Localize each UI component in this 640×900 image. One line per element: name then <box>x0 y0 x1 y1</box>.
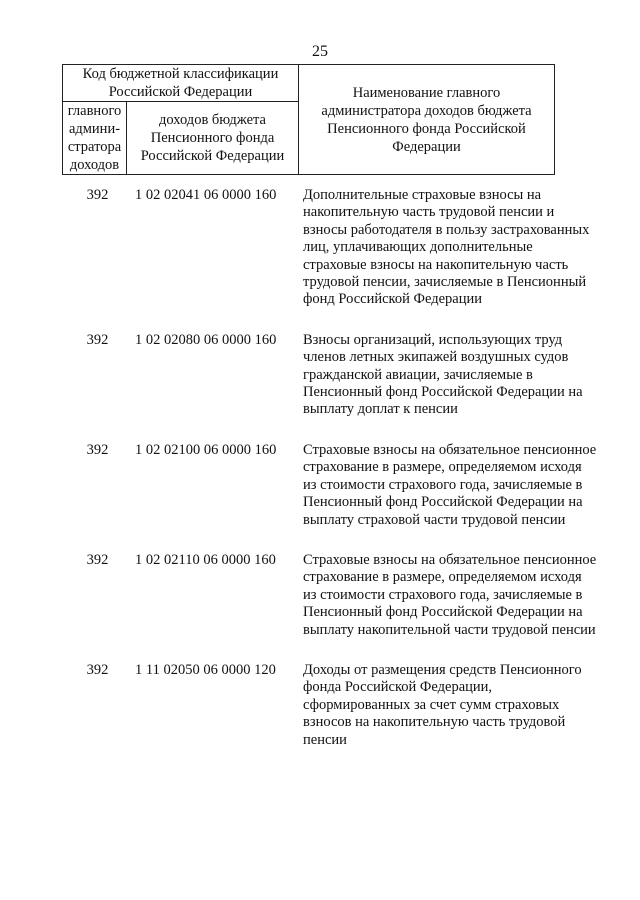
row-revenue-code: 1 02 02080 06 0000 160 <box>135 331 277 348</box>
row-admin-code: 392 <box>86 187 109 203</box>
revenue-rows <box>0 187 640 749</box>
row-revenue-code: 1 02 02110 06 0000 160 <box>135 551 276 568</box>
table-row <box>0 442 640 529</box>
table-row <box>0 552 640 639</box>
row-revenue-code: 1 02 02041 06 0000 160 <box>135 187 277 203</box>
page-number: 25 <box>312 43 328 60</box>
row-revenue-name: Страховые взносы на обязательное пенсионное страхование в размере, определяемом исходя из стоимости страхового года, зачисляемые в Пенсионный фонд Российской Федерации на выплату страховой части трудовой пенсии <box>303 441 597 528</box>
header-fund-revenue: доходов бюджета Пенсионного фонда Российской Федерации <box>127 102 299 175</box>
row-revenue-name: Взносы организаций, использующих труд членов летных экипажей воздушных судов гражданской авиации, зачисляемые в Пенсионный фонд Российской Федерации на выплату доплат к пенсии <box>303 331 583 418</box>
row-revenue-code: 1 11 02050 06 0000 120 <box>135 661 276 678</box>
row-admin-code: 392 <box>86 661 109 678</box>
row-admin-code: 392 <box>86 441 109 458</box>
row-revenue-name: Доходы от размещения средств Пенсионного фонда Российской Федерации, сформированных за счет сумм страховых взносов на накопительную часть трудовой пенсии <box>303 661 582 748</box>
header-administrator-name: Наименование главного администратора доходов бюджета Пенсионного фонда Российской Федерации <box>299 65 555 175</box>
classification-header-table <box>62 64 555 175</box>
table-row <box>0 662 640 749</box>
row-admin-code: 392 <box>86 331 109 348</box>
row-revenue-name: Дополнительные страховые взносы на накопительную часть трудовой пенсии и взносы работодателя в пользу застрахованных лиц, уплачивающих дополнительные страховые взносы на накопительную часть трудовой пенсии, зачисляемые в Пенсионный фонд Российской Федерации <box>303 187 590 308</box>
header-chief-administrator: главного админи-стратора доходов <box>63 102 127 175</box>
row-admin-code: 392 <box>86 551 109 568</box>
row-revenue-name: Страховые взносы на обязательное пенсионное страхование в размере, определяемом исходя из стоимости страхового года, зачисляемые в Пенсионный фонд Российской Федерации на выплату накопительной части трудовой пенсии <box>303 551 597 638</box>
table-row <box>0 332 640 419</box>
header-budget-classification-code: Код бюджетной классификации Российской Федерации <box>63 65 299 102</box>
row-revenue-code: 1 02 02100 06 0000 160 <box>135 441 277 458</box>
table-row <box>0 187 640 309</box>
